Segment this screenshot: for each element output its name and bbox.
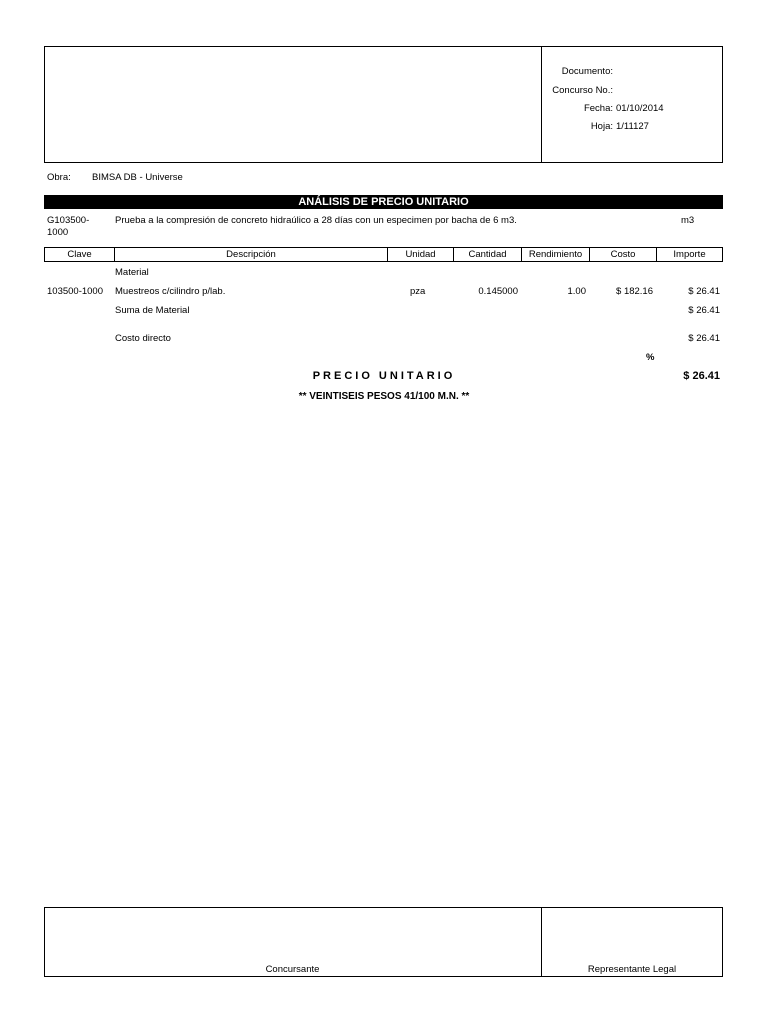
row-importe: $ 26.41 (688, 286, 720, 297)
concursante-label: Concursante (265, 964, 320, 975)
obra-value: BIMSA DB - Universe (92, 172, 183, 183)
row-costo: $ 182.16 (616, 286, 653, 297)
fecha-label: Fecha: (583, 103, 613, 114)
costo-directo-label: Costo directo (115, 333, 171, 344)
hoja-label: Hoja: (590, 121, 613, 132)
section-label: Material (115, 267, 149, 278)
concurso-label: Concurso No.: (552, 85, 613, 96)
fecha-value: 01/10/2014 (616, 103, 664, 114)
analysis-title: ANÁLISIS DE PRECIO UNITARIO (44, 195, 723, 209)
concept-unit: m3 (681, 215, 695, 226)
row-cantidad: 0.145000 (478, 286, 518, 297)
col-importe: Importe (673, 249, 706, 260)
documento-label: Documento: (561, 66, 613, 77)
col-clave: Clave (67, 249, 92, 260)
row-unidad: pza (410, 286, 426, 297)
hoja-value: 1/11127 (616, 121, 649, 132)
precio-unitario-words: ** VEINTISEIS PESOS 41/100 M.N. ** (298, 391, 470, 402)
row-clave: 103500-1000 (47, 286, 103, 297)
row-descripcion: Muestreos c/cilindro p/lab. (115, 286, 226, 297)
percent-symbol: % (646, 352, 655, 363)
concept-clave-line2: 1000 (47, 227, 69, 238)
representante-label: Representante Legal (587, 964, 677, 975)
concept-clave-line1: G103500- (47, 215, 90, 226)
concept-description: Prueba a la compresión de concreto hidraúlico a 28 días con un especimen por bacha de 6 m3. (115, 215, 517, 226)
column-header (44, 247, 723, 262)
col-descripcion: Descripción (226, 249, 276, 260)
col-rendimiento: Rendimiento (528, 249, 583, 260)
row-rendimiento: 1.00 (567, 286, 586, 297)
col-unidad: Unidad (405, 249, 436, 260)
precio-unitario-value: $ 26.41 (683, 370, 720, 382)
suma-value: $ 26.41 (688, 305, 720, 316)
costo-directo-value: $ 26.41 (688, 333, 720, 344)
obra-label: Obra: (47, 172, 71, 183)
col-cantidad: Cantidad (468, 249, 507, 260)
precio-unitario-label: PRECIO UNITARIO (312, 370, 456, 382)
col-costo: Costo (610, 249, 636, 260)
suma-label: Suma de Material (115, 305, 190, 316)
